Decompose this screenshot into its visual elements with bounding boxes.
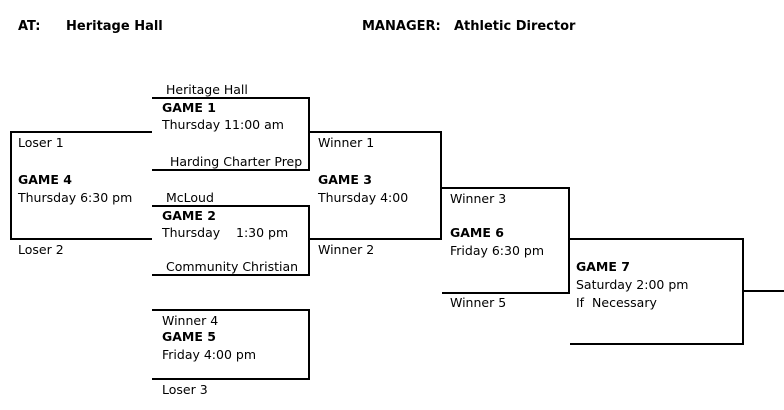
game1-title: GAME 1 [162,100,216,115]
game7-title: GAME 7 [576,259,630,274]
game3-title: GAME 3 [318,172,372,187]
game2-title: GAME 2 [162,208,216,223]
game2-top-team: McLoud [166,190,214,205]
game3-bottom-line [310,238,442,240]
game1-top-team: Heritage Hall [166,82,248,97]
game3-connector [440,131,442,240]
game2-connector [308,205,310,276]
game5-bottom-line [152,378,310,380]
game4-top-line [10,131,152,133]
game3-time: Thursday 4:00 [318,190,409,205]
game7-bottom-line [570,343,744,345]
manager-label: MANAGER: [362,19,441,34]
game2-bottom-team: Community Christian [166,259,299,274]
game4-time: Thursday 6:30 pm [18,190,133,205]
game5-time: Friday 4:00 pm [162,347,257,362]
game7-note: If Necessary [576,295,657,310]
game2-time: Thursday 1:30 pm [162,225,289,240]
game6-time: Friday 6:30 pm [450,243,545,258]
game3-bottom-team: Winner 2 [318,242,375,257]
game6-top-team: Winner 3 [450,191,507,206]
site-name: Heritage Hall [66,19,163,34]
game6-top-line [442,187,570,189]
game4-bottom-line [10,238,152,240]
game3-top-team: Winner 1 [318,135,375,150]
game5-bottom-team: Loser 3 [162,382,208,397]
game4-top-team: Loser 1 [18,135,64,150]
game4-title: GAME 4 [18,172,72,187]
game6-connector [568,187,570,294]
at-label: AT: [18,19,41,34]
game1-time: Thursday 11:00 am [162,117,284,132]
game5-top-team: Winner 4 [162,313,219,328]
game5-top-line [152,309,310,311]
game1-connector [308,97,310,171]
game1-bottom-team: Harding Charter Prep [170,154,303,169]
game5-connector [308,309,310,380]
game6-bottom-team: Winner 5 [450,295,507,310]
game7-time: Saturday 2:00 pm [576,277,689,292]
champion-line [742,290,784,292]
game4-bottom-team: Loser 2 [18,242,64,257]
manager-name: Athletic Director [454,19,576,34]
game5-title: GAME 5 [162,329,216,344]
game7-top-line [570,238,744,240]
game6-bottom-line [442,292,570,294]
game4-connector [10,131,12,240]
game6-title: GAME 6 [450,225,504,240]
game3-top-line [310,131,442,133]
